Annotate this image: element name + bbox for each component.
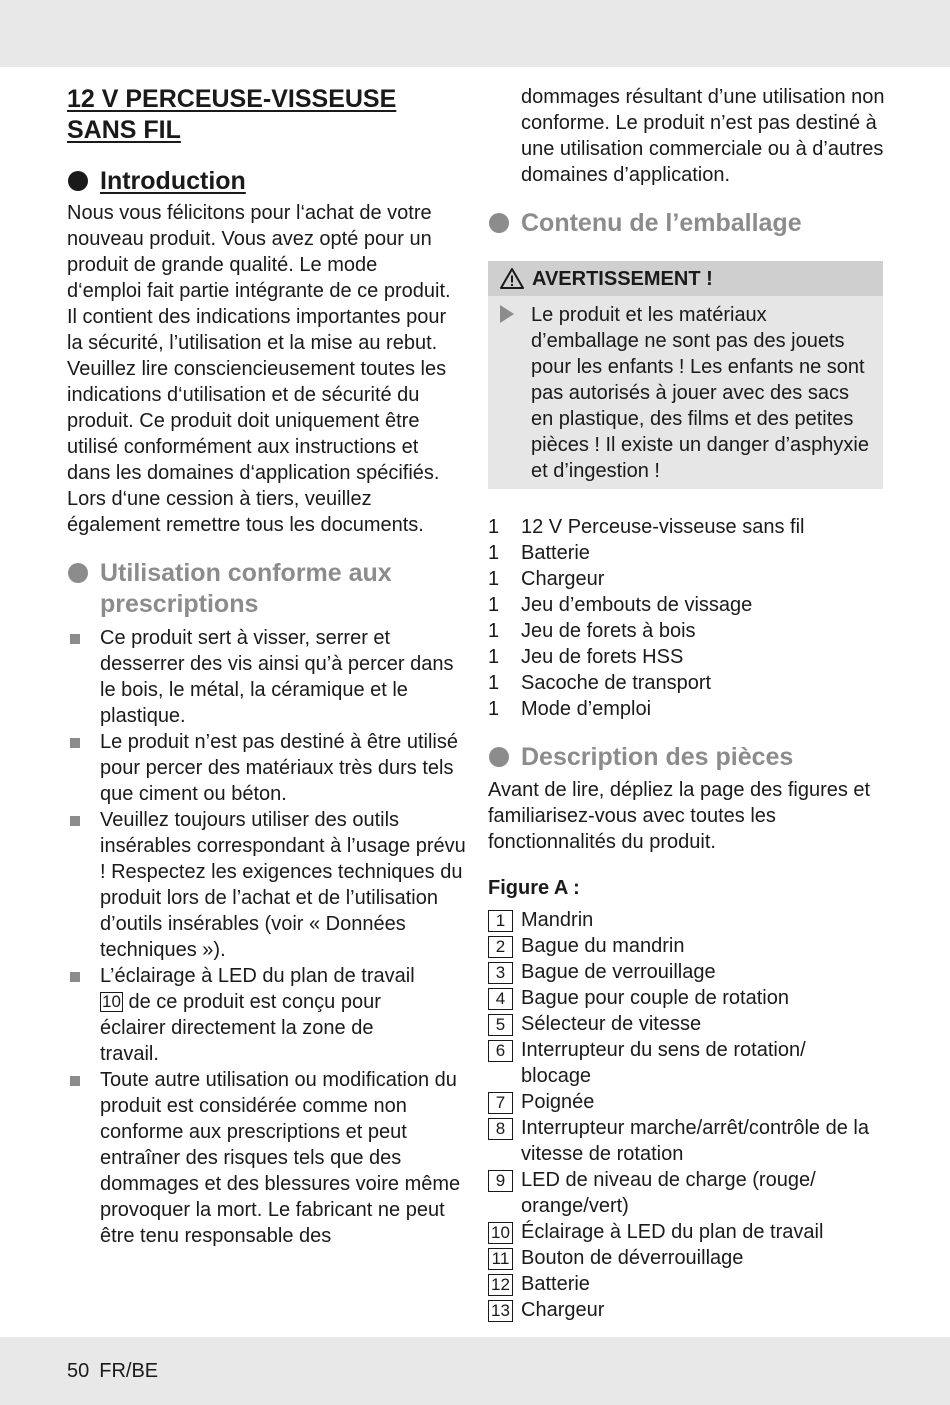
list-item: 1 Chargeur bbox=[488, 568, 605, 590]
list-item: 1 Mode d’emploi bbox=[488, 698, 652, 720]
parts-description-heading: Description des pièces bbox=[488, 742, 888, 773]
filled-circle-icon bbox=[68, 563, 88, 583]
introduction-text: Nous vous félicitons pour l‘achat de votre nouveau produit. Vous avez opté pour un produit de grande qualité. Le mode d‘emploi fait partie intégrante de ce produit. Il contient des indications importantes pour la sécurité, l’utilisation et la mise au rebut. Veuillez lire consciencieusement toutes les indications d‘utilisation et de sécurité du produit. Ce produit doit uniquement être utilisé conformément aux instructions et dans les domaines d‘application spécifiés. Lors d‘une cession à tiers, veuillez également remettre tous les documents. bbox=[67, 202, 451, 536]
list-item: 1 Batterie bbox=[488, 542, 590, 564]
page-number: 50 bbox=[67, 1360, 90, 1382]
part-number: 7 bbox=[488, 1092, 513, 1114]
list-item: 1 12 V Perceuse-visseuse sans fil bbox=[488, 516, 805, 538]
filled-circle-icon bbox=[489, 747, 509, 767]
intended-use-heading: Utilisation conforme aux prescriptions bbox=[67, 558, 427, 620]
list-item: 7 Poignée bbox=[488, 1089, 888, 1115]
list-item: Ce produit sert à visser, serrer et desserrer des vis ainsi qu’à percer dans le bois, le métal, la céramique et le plastique. bbox=[67, 625, 467, 729]
list-item: 1 Mandrin bbox=[488, 907, 888, 933]
list-item: Veuillez toujours utiliser des outils insérables correspondant à l’usage prévu ! Respectez les exigences techniques du produit lors de l’achat et de l’utilisation d’outils insérables (voir « Données techniques »). bbox=[67, 807, 467, 963]
intended-use-continuation: dommages résultant d’une utilisation non conforme. Le produit n’est pas destiné à une utilisation commerciale ou à d’autres domaines d’application. bbox=[521, 86, 885, 186]
part-number: 11 bbox=[488, 1248, 513, 1270]
package-contents-list bbox=[488, 514, 804, 722]
list-item: Le produit n’est pas destiné à être utilisé pour percer des matériaux très durs tels que ciment ou béton. bbox=[67, 729, 467, 807]
part-number: 4 bbox=[488, 988, 513, 1010]
filled-circle-icon bbox=[68, 171, 88, 191]
part-number: 10 bbox=[488, 1222, 513, 1244]
warning-box bbox=[488, 261, 883, 489]
part-number: 13 bbox=[488, 1300, 513, 1322]
parts-list bbox=[488, 907, 888, 1323]
list-item: 3 Bague de verrouillage bbox=[488, 959, 888, 985]
part-number: 3 bbox=[488, 962, 513, 984]
triangle-arrow-icon bbox=[500, 305, 514, 323]
page-footer bbox=[67, 1360, 158, 1383]
list-item: 10 Éclairage à LED du plan de travail bbox=[488, 1219, 888, 1245]
part-number: 9 bbox=[488, 1170, 513, 1192]
document-title: 12 V PERCEUSE-VISSEUSE SANS FIL bbox=[67, 85, 397, 144]
part-number: 8 bbox=[488, 1118, 513, 1140]
warning-text: Le produit et les matériaux d’emballage ne sont pas des jouets pour les enfants ! Les enfants ne sont pas autorisés à jouer avec des sacs en plastique, des films et des petites pièces ! Il existe un danger d’asphyxie et d’ingestion ! bbox=[531, 304, 869, 482]
list-item: 6 Interrupteur du sens de rotation/ blocage bbox=[488, 1037, 848, 1089]
warning-item bbox=[488, 296, 883, 489]
square-bullet-icon bbox=[70, 738, 80, 748]
square-bullet-icon bbox=[70, 972, 80, 982]
square-bullet-icon bbox=[70, 816, 80, 826]
part-number: 12 bbox=[488, 1274, 513, 1296]
list-item: Toute autre utilisation ou modification du produit est considérée comme non conforme aux prescriptions et peut entraîner des risques tels que des dommages et des blessures voire même provoquer la mort. Le fabricant ne peut être tenu responsable des bbox=[67, 1067, 467, 1249]
header-band bbox=[0, 0, 950, 67]
list-item: L’éclairage à LED du plan de travail 10 de ce produit est conçu pour éclairer directement la zone de travail. bbox=[67, 963, 467, 1067]
part-number: 1 bbox=[488, 910, 513, 932]
list-item: 13 Chargeur bbox=[488, 1297, 888, 1323]
square-bullet-icon bbox=[70, 634, 80, 644]
list-item: 1 Jeu d’embouts de vissage bbox=[488, 594, 753, 616]
list-item: 1 Jeu de forets HSS bbox=[488, 646, 684, 668]
introduction-heading: Introduction bbox=[67, 166, 467, 197]
part-number: 5 bbox=[488, 1014, 513, 1036]
warning-title: AVERTISSEMENT ! bbox=[532, 267, 713, 290]
list-item: 12 Batterie bbox=[488, 1271, 888, 1297]
warning-header bbox=[488, 261, 883, 296]
figure-title: Figure A : bbox=[488, 877, 580, 899]
parts-description-text: Avant de lire, dépliez la page des figures et familiarisez-vous avec toutes les fonctionnalités du produit. bbox=[488, 779, 871, 853]
list-item: 1 Jeu de forets à bois bbox=[488, 620, 696, 642]
locale-label: FR/BE bbox=[99, 1360, 159, 1382]
list-item: 11 Bouton de déverrouillage bbox=[488, 1245, 888, 1271]
list-item: 4 Bague pour couple de rotation bbox=[488, 985, 888, 1011]
list-item: 8 Interrupteur marche/arrêt/contrôle de la vitesse de rotation bbox=[488, 1115, 886, 1167]
part-number: 2 bbox=[488, 936, 513, 958]
filled-circle-icon bbox=[489, 213, 509, 233]
left-column bbox=[67, 84, 467, 1249]
list-item: 2 Bague du mandrin bbox=[488, 933, 888, 959]
square-bullet-icon bbox=[70, 1076, 80, 1086]
warning-triangle-icon bbox=[500, 267, 524, 291]
part-number: 6 bbox=[488, 1040, 513, 1062]
right-column bbox=[488, 84, 888, 1323]
list-item: 9 LED de niveau de charge (rouge/ orange/vert) bbox=[488, 1167, 848, 1219]
intended-use-list bbox=[67, 625, 467, 1249]
package-contents-heading: Contenu de l’emballage bbox=[488, 208, 888, 239]
list-item: 5 Sélecteur de vitesse bbox=[488, 1011, 888, 1037]
part-reference: 10 bbox=[102, 992, 121, 1011]
list-item: 1 Sacoche de transport bbox=[488, 672, 712, 694]
